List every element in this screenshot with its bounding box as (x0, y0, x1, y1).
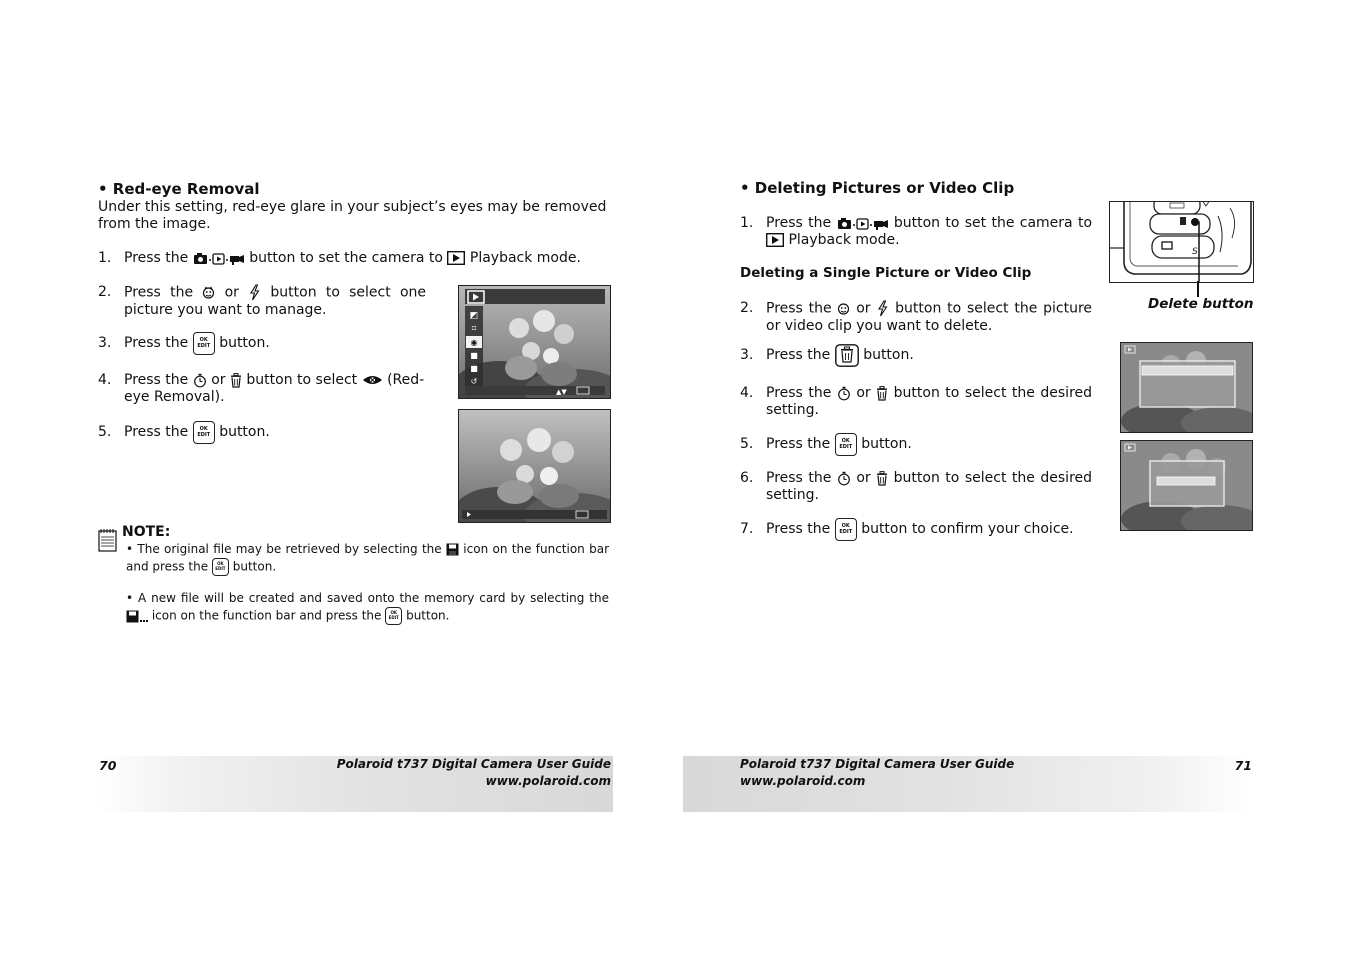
left-step-3: 3. Press the OK EDIT button. (98, 332, 426, 355)
ok-edit-button-icon: OK EDIT (193, 421, 215, 444)
family-photo-image (459, 286, 610, 398)
trash-icon (876, 471, 888, 486)
svg-text:■: ■ (470, 364, 478, 373)
right-step-7: 7. Press the OK EDIT button to confirm your choice. (740, 518, 1092, 541)
save-new-icon (126, 610, 148, 623)
section-heading-deleting: • Deleting Pictures or Video Clip (740, 179, 1015, 197)
right-step-6: 6. Press the or button to select the desired setting. (740, 470, 1093, 503)
note-item-1: • The original file may be retrieved by selecting the icon on the function bar and press the OK EDIT button. (126, 541, 609, 576)
page-number-right: 71 (1234, 758, 1252, 773)
playback-icon (447, 251, 465, 265)
note-item-2: • A new file will be created and saved onto the memory card by selecting the icon on the function bar and press the OK EDIT button. (126, 590, 609, 625)
camera-screen-delete-confirm (1120, 440, 1253, 531)
svg-text:S: S (1192, 247, 1198, 257)
camera-playback-video-mode-icon (837, 217, 889, 230)
family-photo-image (1121, 343, 1252, 432)
camera-screen-function-bar (458, 285, 611, 399)
camera-body-drawing (1110, 202, 1253, 282)
right-step-3: 3. Press the button. (740, 344, 1092, 367)
left-step-4: 4. Press the or button to select (Red-eye Removal). (98, 372, 425, 405)
left-step-1: 1. Press the button to set the camera to Playback mode. (98, 250, 581, 266)
camera-playback-video-mode-icon (193, 252, 245, 265)
note-pad-icon (98, 528, 117, 552)
red-eye-intro: Under this setting, red-eye glare in your subject’s eyes may be removed from the image. (98, 199, 607, 232)
camera-back-illustration (1109, 201, 1254, 283)
ok-edit-button-icon: OK EDIT (835, 433, 857, 456)
delete-callout-line (1197, 281, 1199, 297)
trash-button-icon (835, 344, 859, 367)
self-timer-icon (837, 386, 851, 401)
svg-text:⌗: ⌗ (471, 324, 477, 334)
delete-button-caption: Delete button (1148, 296, 1254, 312)
svg-text:◉: ◉ (470, 338, 478, 347)
right-step-2: 2. Press the or button to select the picture or video clip you want to delete. (740, 300, 1093, 334)
face-icon (837, 302, 850, 315)
family-photo-image (1121, 441, 1252, 530)
family-photo-image (459, 410, 610, 522)
section-heading-red-eye: • Red-eye Removal (98, 180, 260, 198)
svg-text:■: ■ (470, 351, 478, 360)
flash-icon (876, 300, 889, 317)
ok-edit-button-icon: OK EDIT (835, 518, 857, 541)
trash-icon (876, 386, 888, 401)
flash-icon (248, 284, 261, 301)
ok-edit-button-icon: OK EDIT (385, 607, 402, 625)
camera-screen-delete-menu (1120, 342, 1253, 433)
svg-text:◩: ◩ (469, 311, 479, 321)
right-step-4: 4. Press the or button to select the desired setting. (740, 385, 1093, 418)
save-icon (446, 543, 459, 556)
playback-icon (766, 233, 784, 247)
trash-icon (230, 373, 242, 388)
right-step-5: 5. Press the OK EDIT button. (740, 433, 1092, 456)
ok-edit-button-icon: OK EDIT (212, 558, 229, 576)
svg-text:▲▼: ▲▼ (556, 388, 567, 396)
footer-left: Polaroid t737 Digital Camera User Guide www.polaroid.com (336, 757, 611, 788)
left-step-5: 5. Press the OK EDIT button. (98, 421, 426, 444)
left-step-2: 2. Press the or button to select one picture you want to manage. (98, 284, 427, 318)
subheading-single-delete: Deleting a Single Picture or Video Clip (740, 265, 1032, 281)
page-number-left: 70 (99, 758, 117, 773)
svg-text:↺: ↺ (470, 377, 478, 386)
self-timer-icon (193, 373, 207, 388)
camera-screen-result (458, 409, 611, 523)
footer-right: Polaroid t737 Digital Camera User Guide www.polaroid.com (740, 757, 1015, 788)
ok-edit-button-icon: OK EDIT (193, 332, 215, 355)
self-timer-icon (837, 471, 851, 486)
face-icon (202, 286, 215, 299)
note-title: NOTE: (122, 524, 171, 540)
red-eye-icon (362, 374, 383, 386)
right-step-1: 1. Press the button to set the camera to Playback mode. (740, 215, 1093, 248)
